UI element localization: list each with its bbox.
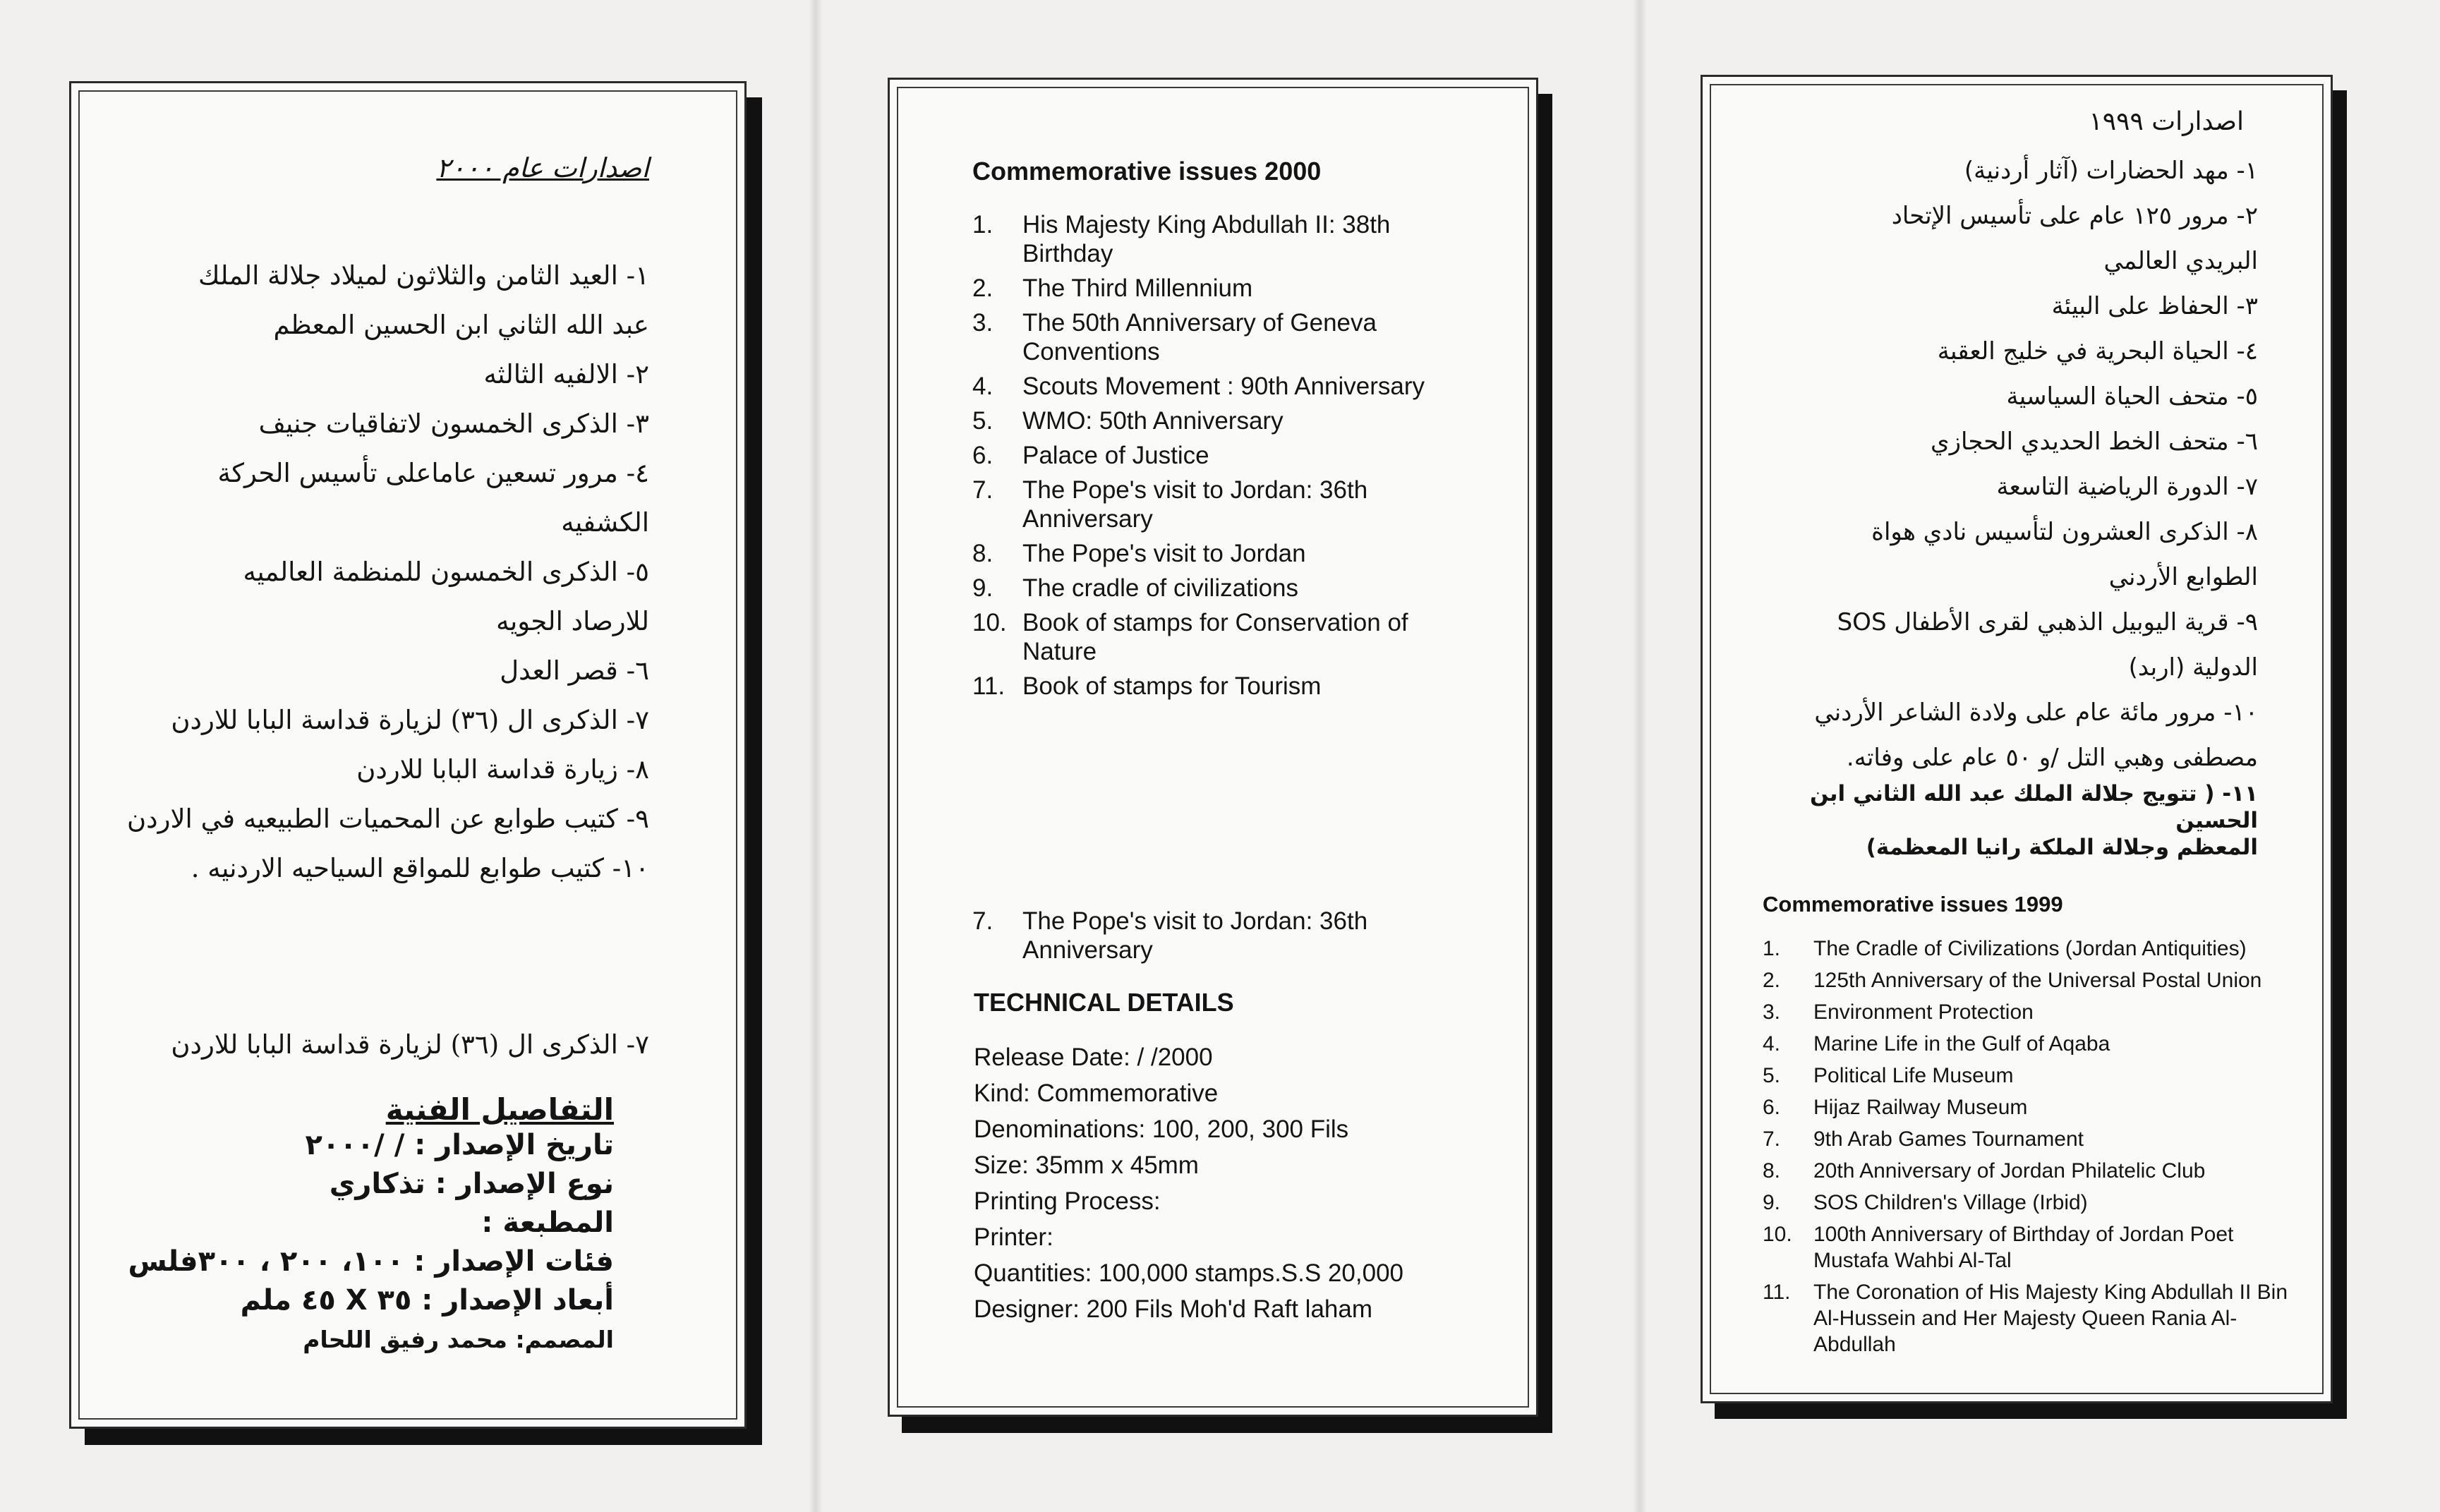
list-item [1763,1221,2313,1274]
tech-line: Denominations: 100, 200, 300 Fils [974,1115,1349,1143]
list-item [1763,1158,2313,1184]
fold-line-right [1633,0,1647,1512]
right-panel-title: اصدارات ١٩٩٩ [2089,107,2244,136]
list-item-text: Environment Protection [1813,1000,2034,1024]
list-item [972,539,1480,568]
list-item-text: The cradle of civilizations [1022,574,1298,602]
list-item: ١٠- مرور مائة عام على ولادة الشاعر الأردني [1814,698,2258,727]
list-item: الكشفيه [561,507,649,538]
list-item: ٤- مرور تسعين عاماعلى تأسيس الحركة [217,458,649,488]
list-item-number: 11. [972,672,1005,700]
list-item [972,406,1480,435]
list-item-number: 7. [1763,1127,1781,1151]
list-item: ٧- الذكرى ال (٣٦) لزيارة قداسة البابا للاردن [171,705,649,735]
list-item-text: The Cradle of Civilizations (Jordan Antiquities) [1813,937,2247,960]
list-item: ٥- الذكرى الخمسون للمنظمة العالميه [243,557,649,587]
list-item [972,672,1480,701]
list-item: للارصاد الجويه [496,606,649,636]
list-item: ٢- الالفيه الثالثه [483,359,649,389]
list-item: ٥- متحف الحياة السياسية [2006,382,2258,411]
list-item: ٩- كتيب طوابع عن المحميات الطبيعيه في الاردن [126,804,649,834]
list-item-number: 7. [972,476,993,504]
list-item-number: 6. [1763,1096,1781,1119]
list-item [1763,999,2313,1025]
list-item: الدولية (اربد) [2128,653,2258,682]
list-item-text: 100th Anniversary of Birthday of Jordan Poet Mustafa Wahbi Al-Tal [1813,1223,2234,1272]
tech-line: Printer: [974,1223,1053,1251]
tech-line: فئات الإصدار : ١٠٠، ٢٠٠ ، ٣٠٠فلس [128,1245,614,1278]
list-item: ١١- ( تتويج جلالة الملك عبد الله الثاني ابن الحسين [1809,781,2258,833]
list-item-number: 4. [1763,1032,1781,1056]
list-item: ٣- الذكرى الخمسون لاتفاقيات جنيف [258,409,649,439]
list-item [1763,936,2313,962]
tech-line: نوع الإصدار : تذكاري [329,1168,614,1200]
list-item [1763,1279,2313,1357]
list-item-number: 3. [972,309,993,337]
list-item [972,476,1480,533]
list-item: ٣- الحفاظ على البيئة [2051,292,2258,320]
list-item: ٧- الدورة الرياضية التاسعة [1996,473,2258,501]
right-english-list [1763,936,2313,1363]
list-item: ١- مهد الحضارات (آثار أردنية) [1964,157,2258,185]
list-item-text: The Coronation of His Majesty King Abdullah II Bin Al-Hussein and Her Majesty Queen Rania Al-Abdullah [1813,1281,2288,1356]
tech-line: Printing Process: [974,1187,1161,1215]
technical-details-title: TECHNICAL DETAILS [974,988,1234,1017]
list-item [972,210,1480,268]
tech-line: Kind: Commemorative [974,1079,1219,1107]
list-item [972,308,1480,366]
list-item: ٨- الذكرى العشرون لتأسيس نادي هواة [1871,518,2258,546]
list-item: ٩- قرية اليوبيل الذهبي لقرى الأطفال SOS [1837,608,2258,636]
list-item-number: 1. [1763,937,1781,960]
list-item: ٦- متحف الخط الحديدي الحجازي [1930,428,2258,456]
list-item [972,274,1480,303]
list-item [972,608,1480,666]
middle-panel-title: Commemorative issues 2000 [972,157,1322,186]
list-item-text: The 50th Anniversary of Geneva Conventions [1022,309,1377,365]
list-item: عبد الله الثاني ابن الحسين المعظم [273,310,649,340]
middle-repeat-item [972,907,1480,964]
tech-line: Release Date: / /2000 [974,1044,1213,1071]
list-item-text: The Pope's visit to Jordan: 36th Anniversary [1022,907,1368,964]
list-item-number: 7. [972,907,993,935]
list-item [1763,1094,2313,1120]
list-item-number: 11. [1763,1281,1791,1304]
list-item-number: 9. [972,574,993,602]
list-item-text: Book of stamps for Tourism [1022,672,1322,700]
list-item-number: 5. [1763,1064,1781,1087]
left-panel-title: اصدارات عام ٢٠٠٠ [436,152,649,183]
list-item [972,441,1480,470]
list-item [1763,1063,2313,1089]
list-item: ٤- الحياة البحرية في خليج العقبة [1937,337,2258,365]
left-tech-list [127,1126,614,1359]
list-item-text: Book of stamps for Conservation of Nature [1022,609,1408,665]
list-item-text: 125th Anniversary of the Universal Postal Union [1813,969,2262,992]
tech-line: Quantities: 100,000 stamps.S.S 20,000 [974,1259,1403,1287]
list-item: ١٠- كتيب طوابع للمواقع السياحيه الاردنيه . [191,853,649,883]
list-item-number: 2. [1763,969,1781,992]
list-item: ٨- زيارة قداسة البابا للاردن [356,754,649,785]
tech-line: تاريخ الإصدار : / /٢٠٠٠ [305,1129,614,1161]
list-item-number: 8. [1763,1159,1781,1183]
list-item [972,372,1480,401]
right-english-title: Commemorative issues 1999 [1763,892,2063,917]
list-item: ١- العيد الثامن والثلاثون لميلاد جلالة الملك [198,260,649,291]
list-item-number: 6. [972,442,993,469]
list-item [1763,1190,2313,1216]
list-item-number: 5. [972,407,993,435]
list-item-number: 9. [1763,1191,1781,1214]
list-item: ٧- الذكرى ال (٣٦) لزيارة قداسة البابا للاردن [171,1029,649,1060]
list-item-text: Hijaz Railway Museum [1813,1096,2028,1119]
list-item: ٦- قصر العدل [500,655,649,686]
list-item-number: 8. [972,540,993,567]
list-item-text: Political Life Museum [1813,1064,2014,1087]
left-tech-title: التفاصيل الفنية [385,1092,614,1127]
list-item-text: The Pope's visit to Jordan [1022,540,1306,567]
right-arabic-list [1778,148,2258,861]
list-item-number: 2. [972,274,993,302]
fold-line-left [809,0,823,1512]
tech-line: Size: 35mm x 45mm [974,1151,1199,1179]
list-item: مصطفى وهبي التل /و ٥٠ عام على وفاته. [1846,744,2258,772]
list-item-text: Marine Life in the Gulf of Aqaba [1813,1032,2110,1056]
list-item [1763,967,2313,993]
tech-line: المصمم: محمد رفيق اللحام [303,1326,614,1353]
list-item-text: 20th Anniversary of Jordan Philatelic Club [1813,1159,2206,1183]
list-item: المعظم وجلالة الملكة رانيا المعظمة) [1866,835,2258,860]
tech-line: Designer: 200 Fils Moh'd Raft laham [974,1295,1372,1323]
technical-details-list [974,1039,1482,1327]
list-item-number: 10. [972,609,1007,636]
list-item-number: 4. [972,373,993,400]
list-item-text: His Majesty King Abdullah II: 38th Birthday [1022,211,1391,267]
list-item: ٢- مرور ١٢٥ عام على تأسيس الإتحاد [1891,202,2258,230]
list-item: البريدي العالمي [2103,247,2258,275]
list-item-text: SOS Children's Village (Irbid) [1813,1191,2088,1214]
list-item [1763,1126,2313,1152]
tech-line: المطبعة : [481,1206,614,1239]
list-item-number: 3. [1763,1000,1781,1024]
list-item-text: 9th Arab Games Tournament [1813,1127,2084,1151]
list-item-text: The Third Millennium [1022,274,1253,302]
middle-issue-list [972,210,1480,706]
list-item [1763,1031,2313,1057]
list-item: الطوابع الأردني [2108,563,2258,591]
list-item [972,574,1480,603]
left-arabic-list [106,251,649,893]
list-item-number: 1. [972,211,993,238]
list-item-text: Scouts Movement : 90th Anniversary [1022,373,1425,400]
left-arabic-repeat [106,1020,649,1070]
list-item-text: The Pope's visit to Jordan: 36th Anniversary [1022,476,1368,533]
tech-line: أبعاد الإصدار : ٣٥ X ٤٥ ملم [240,1284,614,1317]
list-item-text: Palace of Justice [1022,442,1209,469]
list-item-number: 10. [1763,1223,1792,1246]
list-item [972,907,1480,964]
list-item-text: WMO: 50th Anniversary [1022,407,1284,435]
